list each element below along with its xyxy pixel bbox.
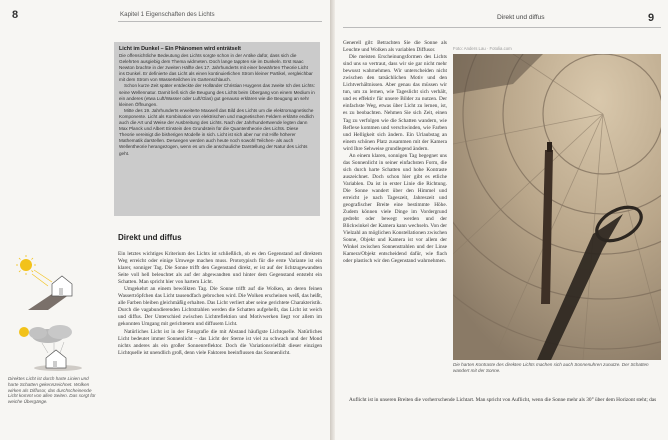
header-rule-left	[118, 21, 322, 22]
body-paragraph: An einem klaren, sonnigen Tag begegnet uns das Sonnenlicht in seiner einfachsten Form, die sich durch harte Schatten und hohe Kontraste auszeichnet. Doch schon hier gibt es etliche Variablen. Da ist in erster Linie die Richtung. Die Sonne wandert über den Himmel und erreicht je nach Tageszeit, Jahreszeit und geografischer Breite eine bestimmte Höhe. Zudem können viele Dinge im Vordergrund gedreht oder bewegt werden und der Blickwinkel der Kamera kann wechseln. Von der Vielzahl an möglichen Konstellationen zwischen Sonne, Objekt und Kamera ist vor allem der Winkel zwischen Sonnenstrahlen und der Linse Kamera/Objekt entscheidend dafür, wie flach oder plastisch wir den Gegenstand wahrnehmen.	[343, 152, 447, 265]
sun-icon	[19, 327, 29, 337]
body-paragraph: Auflicht ist in unseren Breiten die vorherrschende Lichtart. Man spricht von Auflicht, wenn die Sonne mehr als 30° über dem Horizont steht; das	[349, 397, 657, 403]
diagram-caption: Direktes Licht ist durch harte Linien und harte Schatten gekennzeichnet. Wolken wirken als Diffusor, das durchscheinende Licht kommt von allen Seiten. Das sorgt für weiche Übergänge.	[8, 376, 96, 405]
right-page	[335, 0, 668, 440]
info-box-title: Licht im Dunkel – Ein Phänomen wird enträtselt	[119, 46, 241, 52]
diffuse-light-diagram	[8, 318, 100, 374]
sundial-photo	[453, 54, 661, 360]
body-paragraph: Ein letztes wichtiges Kriterium des Lichts ist schließlich, ob es den Gegenstand auf direktem Weg erreicht oder einige Umwege machen muss. Prototypisch für die erste Variante ist ein klarer, sonniger Tag. Die Sonne trifft den Gegenstand direkt, er ist auf der lichtzugewandten Seite voll hell beleuchtet als auf der abgewandten und hinter dem Gegenstand entsteht ein Schatten. Man spricht hier von hartem Licht.	[118, 251, 322, 286]
direct-light-diagram	[8, 250, 100, 312]
sun-icon	[20, 259, 32, 271]
page-number-left: 8	[12, 9, 19, 21]
info-box-paragraph: Die offensichtliche Bedeutung des Lichts sorgte schon in der Antike dafür, dass sich die Gelehrten ausgiebig dem Thema widmeten. Doch lange tappten sie im Dunkeln. Erst Isaac Newton brachte in der zweiten Hälfte des 17. Jahrhunderts mit einer bewährten Theorie Licht ins Dunkel. Er definierte das Licht als einen kontinuierlichen Strom kleiner Partikel, vergleichbar mit dem Strom von Wasserteilchen im Gartenschlauch.	[119, 53, 313, 83]
body-paragraph: Die meisten Erscheinungsformen des Lichts sind uns so vertraut, dass wir sie gar nicht mehr bewusst wahrnehmen. Wir unterscheiden nicht zwischen den tatsächlichen Motiv und den Lichtverhältnissen. Aber genau das müssen wir tun, um zu lernen, wie Tageslicht sich verhält, und es effektiv für unsere Bilder zu nutzen. Der einfachste Weg, etwas über Licht zu lernen, ist, es zu beobachten. Nehmen Sie sich Zeit, einen Tag zu verfolgen wie die Schatten wandern, wie Reflexe kommen und verschwinden, wie Farben und Helligkeit sich ändern. Ein Urlaubstag an einem schönen Platz zusammen mit der Kamera wird Ihre Sehweise grundlegend ändern.	[343, 54, 447, 152]
photo-credit: Foto: Anders Lau · Fotolia.com	[453, 46, 512, 51]
body-paragraph: Natürliches Licht ist in der Fotografie die mit Abstand häufigste Lichtquelle. Natürliches Licht bedeutet immer Sonnenlicht – das Licht der Sterne ist viel zu schwach und der Mond nichts anderes als ein großer Sonnenreflektor. Doch die Variationsvielfalt dieser einzigen Lichtquelle ist unendlich groß, denn viele Faktoren beeinflussen das Sonnenlicht.	[118, 328, 322, 356]
body-paragraph: Umgekehrt an einem bewölkten Tag. Die Sonne trifft auf die Wolken, an deren feinen Wassertröpfchen das Licht tausendfach gebrochen wird. Die Wolken erscheinen weiß, das heißt, alle Farben bleiben gleichmäßig erhalten. Das Licht verliert aber seine gerichtete Charakteristik. Durch die vagabundierenden Lichtstrahlen werden die Schatten aufgehellt, das Licht ist weich und diffus. Der Unterschied zwischen Lichtreflektion und Motivwerken liegt vor allem im gekonnten Umgang mit gerichtetem und diffusem Licht.	[118, 286, 322, 328]
page-number-right: 9	[648, 12, 655, 24]
header-rule-right	[343, 27, 661, 28]
cloud-icon	[29, 325, 72, 343]
body-text-right-bottom	[343, 397, 661, 404]
section-title: Direkt und diffus	[118, 233, 182, 242]
info-box	[114, 42, 320, 216]
body-paragraph: Generell gilt: Betrachten Sie die Sonne als Leuchte und Wolken als variablen Diffusor.	[343, 40, 447, 54]
body-text-left	[118, 251, 322, 357]
info-box-paragraph: Mitte des 19. Jahrhunderts erweiterte Maxwell das Bild des Lichts um die elektromagnetische Komponente. Licht als Kombination von elektrischen und magnetischen Feldern erklärte endlich auch die Art und Weise der Ausbreitung des Lichts. Nach der Jahrhundertwende legten dann Max Planck und Albert Einstein den Grundstein für die Quantentheorie des Lichts. Diese Theorie vereinigt die bisherigen Modelle in sich. Licht ist sich aber nur mit Hilfe höherer Mathematik darstellen. Deswegen werden auch heute noch sowohl Teilchen- als auch Wellentheorie herangezogen, wenn es um die anschauliche Darstellung der Natur des Lichts geht.	[119, 107, 314, 156]
info-box-paragraph: Schon kurze Zeit später entdeckte der Holländer Christian Huygens das zweite Ich des Lichts: seine Wellennatur. Damit ließ sich die Beugung des Lichts beim Übergang von einem Medium in ein anderes (etwa Luft/Wasser oder Luft/Glas) gut genauso erklären wie die Beugung an sehr kleinen Öffnungen.	[119, 83, 315, 107]
left-page	[0, 0, 330, 440]
running-head-right: Direkt und diffus	[497, 14, 545, 21]
running-head-left: Kapitel 1 Eigenschaften des Lichts	[120, 11, 215, 18]
photo-caption: Die harten Kontraste des direkten Lichts machen sich auch Sonnenuhren zunutze. Der Schatten wandert mit der Sonne.	[453, 362, 649, 373]
body-text-right	[343, 40, 447, 266]
